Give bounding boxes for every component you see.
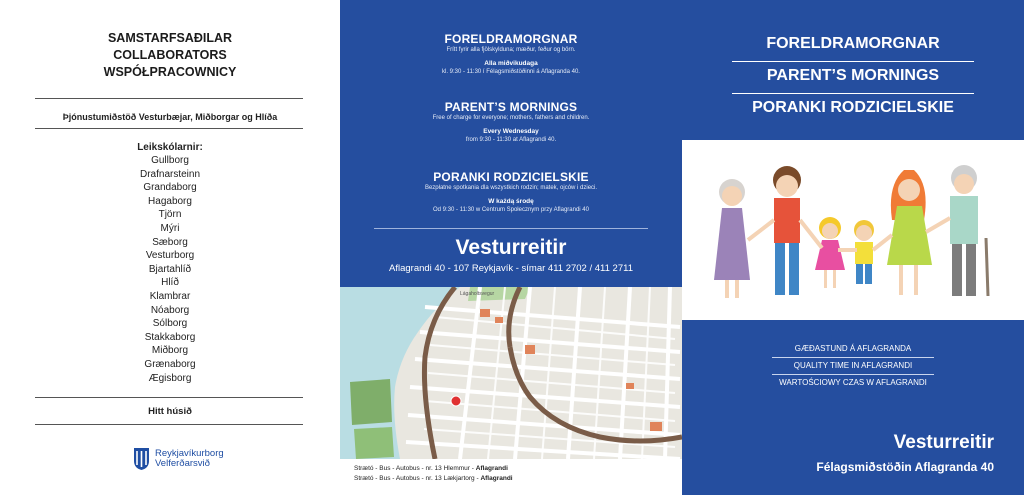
venue-title: Vesturreitir <box>455 236 567 259</box>
section-desc: Frítt fyrir alla fjölskylduna; mæður, feður og börn. <box>446 47 576 53</box>
partners-heading <box>0 30 340 81</box>
section-foreldramorgnar <box>340 32 682 76</box>
cover-venue-subtitle: Félagsmiðstöðin Aflagranda 40 <box>816 460 994 474</box>
section-parents-mornings <box>340 100 682 144</box>
girl-figure <box>815 217 845 288</box>
school-item: Nóaborg <box>150 304 190 316</box>
school-item: Sólborg <box>152 318 188 330</box>
section-title: PORANKI RODZICIELSKIE <box>433 170 589 184</box>
school-item: Tjörn <box>158 209 182 221</box>
quality-line-pl: WARTOŚCIOWY CZAS W AFLAGRANDI <box>779 378 927 387</box>
school-item: Hagaborg <box>148 195 192 207</box>
cover-titles <box>732 30 974 126</box>
section-title: PARENT’S MORNINGS <box>444 100 578 114</box>
divider <box>374 228 648 229</box>
section-time: kl. 9:30 - 11:30 í Félagsmiðstöðinni á Aflagranda 40. <box>442 69 580 75</box>
divider <box>35 98 303 99</box>
map-street-label: Lágaholtsvegur <box>460 291 495 297</box>
father-figure <box>773 166 801 295</box>
section-time: Od 9:30 - 11:30 w Centrum Społecznym przy Aflagrandi 40 <box>433 207 589 213</box>
bus-line: Strætó - Bus - Autobus - nr. 13 Hlemmur - Aflagrandi <box>354 465 508 472</box>
venue-address: Aflagrandi 40 - 107 Reykjavík - símar 411 2702 / 411 2711 <box>389 263 633 274</box>
cover-title-en: PARENT’S MORNINGS <box>732 62 974 94</box>
school-item: Grænaborg <box>144 358 196 370</box>
cover-title-pl: PORANKI RODZICIELSKIE <box>752 99 954 116</box>
school-item: Grandaborg <box>143 182 197 194</box>
house-name: Hitt húsið <box>148 406 192 417</box>
bus-line: Strætó - Bus - Autobus - nr. 13 Lækjartorg - Aflagrandi <box>354 475 513 482</box>
school-item: Ægisborg <box>148 372 192 384</box>
school-item: Sæborg <box>152 236 188 248</box>
mother-figure <box>887 170 932 295</box>
school-item: Miðborg <box>151 345 189 357</box>
section-day: Every Wednesday <box>483 128 539 135</box>
location-map[interactable] <box>340 287 682 459</box>
section-title: FORELDRAMORGNAR <box>444 32 578 46</box>
school-item: Vesturborg <box>145 250 195 262</box>
service-center-name: Þjónustumiðstöð Vesturbæjar, Miðborgar og Hlíða <box>62 112 278 122</box>
cover-venue-title: Vesturreitir <box>893 432 994 453</box>
section-desc: Bezpłatne spotkania dla wszystkich rodzin; matek, ojców i dzieci. <box>424 185 598 191</box>
divider <box>35 128 303 129</box>
bus-info <box>354 464 513 484</box>
section-day: W każdą środę <box>488 198 534 205</box>
school-item: Gullborg <box>151 155 189 166</box>
partners-heading-pl: WSPÓŁPRACOWNICY <box>103 65 237 79</box>
quality-line-is: GÆÐASTUND Á AFLAGRANDA <box>772 341 934 358</box>
school-item: Hlíð <box>161 277 179 289</box>
reykjavik-crest-icon <box>133 447 150 471</box>
section-time: from 9:30 - 11:30 at Aflagrandi 40. <box>465 137 557 143</box>
section-desc: Free of charge for everyone; mothers, fathers and children. <box>432 115 590 121</box>
school-item: Mýri <box>160 222 180 234</box>
green-area <box>350 379 392 425</box>
cover-panel <box>682 0 1024 495</box>
section-day: Alla miðvikudaga <box>484 60 538 67</box>
school-list <box>0 154 340 385</box>
green-area <box>354 427 394 459</box>
school-item: Drafnarsteinn <box>139 168 201 180</box>
partners-heading-is: SAMSTARFSAÐILAR <box>107 31 233 45</box>
partners-heading-en: COLLABORATORS <box>113 48 227 62</box>
schools-heading: Leikskólarnir: <box>137 142 203 153</box>
logo-line-2: Velferðarsvið <box>155 458 210 469</box>
section-poranki <box>340 170 682 214</box>
grandfather-figure <box>950 165 988 296</box>
divider <box>35 424 303 425</box>
reykjavik-logo <box>133 444 224 474</box>
family-illustration <box>682 140 1024 320</box>
grandmother-figure <box>714 179 750 298</box>
quality-line-en: QUALITY TIME IN AFLAGRANDI <box>772 358 934 375</box>
divider <box>35 397 303 398</box>
quality-time-list <box>772 341 934 392</box>
school-item: Bjartahlíð <box>148 263 192 275</box>
school-item: Stakkaborg <box>144 331 196 343</box>
school-item: Klambrar <box>149 290 191 302</box>
info-blue-block <box>340 0 682 287</box>
logo-line-1: Reykjavíkurborg <box>155 447 224 459</box>
cover-title-is: FORELDRAMORGNAR <box>732 30 974 62</box>
partners-panel <box>0 0 340 495</box>
location-marker-icon[interactable] <box>451 396 461 406</box>
info-panel <box>340 0 682 495</box>
